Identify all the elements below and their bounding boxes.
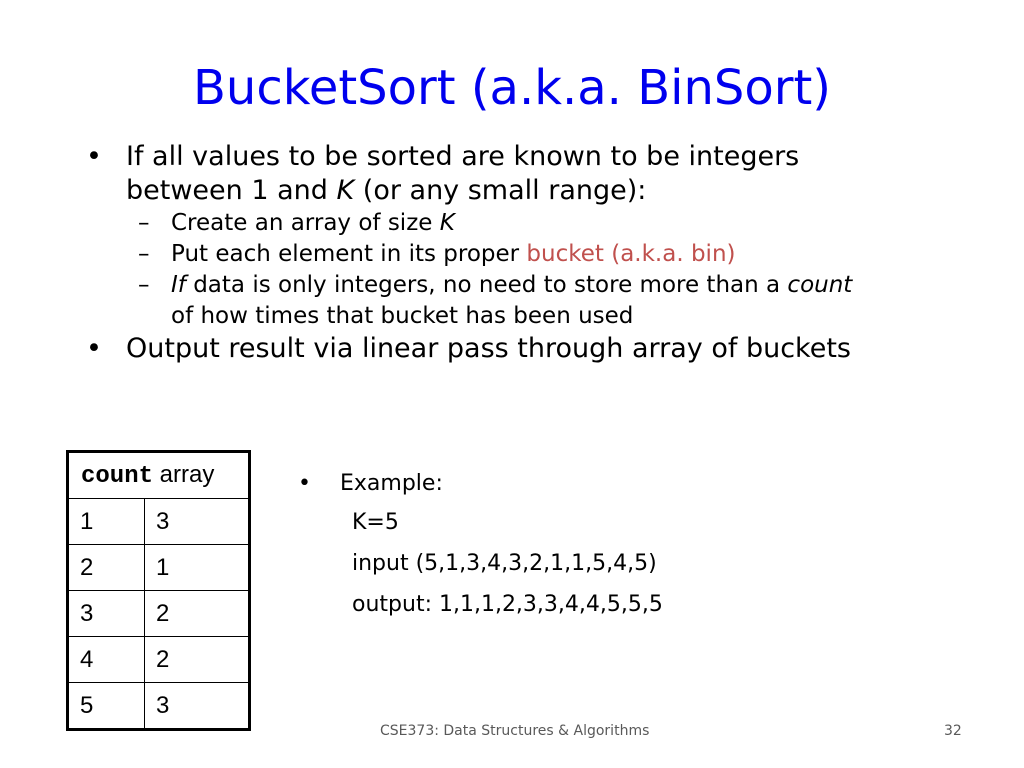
table-header <box>68 452 250 499</box>
sub1-text: Create an array of size <box>171 210 440 236</box>
bullet-list <box>86 140 966 366</box>
page-number: 32 <box>944 723 962 739</box>
table-row <box>68 683 250 730</box>
sub1-k: K <box>439 210 455 236</box>
sub3-count: count <box>787 272 853 298</box>
example-k: K=5 <box>352 510 399 535</box>
sub2-text: Put each element in its proper <box>171 241 527 267</box>
sub-bullet-text <box>171 270 852 332</box>
table-cell-value: 3 <box>145 499 250 545</box>
bullet-dot: • <box>86 333 102 364</box>
sub3-line-2: of how times that bucket has been used <box>171 303 634 329</box>
table-cell-value: 3 <box>145 683 250 730</box>
example-label: Example: <box>340 471 443 496</box>
bullet-line-1: If all values to be sorted are known to be integers <box>126 141 800 172</box>
example-input: input (5,1,3,4,3,2,1,1,5,4,5) <box>352 551 657 576</box>
table-header-row <box>68 452 250 499</box>
bullet-k: K <box>336 175 355 206</box>
table-header-text: array <box>153 461 215 488</box>
table-cell-value: 2 <box>145 591 250 637</box>
slide-footer: CSE373: Data Structures & Algorithms <box>380 723 650 739</box>
sub-bullet-text <box>171 239 736 270</box>
bullet-text: Output result via linear pass through array of buckets <box>126 333 851 364</box>
bullet-dot: • <box>86 141 102 172</box>
dash-marker: – <box>138 272 150 298</box>
bullet-output <box>86 332 966 366</box>
table-cell-key: 3 <box>68 591 145 637</box>
sub-bullet-count <box>138 270 966 332</box>
example-bullet <box>298 466 663 502</box>
bullet-text <box>126 140 799 208</box>
table-cell-key: 4 <box>68 637 145 683</box>
count-array-table <box>66 450 251 731</box>
table-cell-key: 5 <box>68 683 145 730</box>
table-header-code: count <box>81 463 154 490</box>
dash-marker: – <box>138 241 150 267</box>
table-row <box>68 499 250 545</box>
sub-bullet-text <box>171 208 455 239</box>
bullet-integers <box>86 140 966 208</box>
table-row <box>68 637 250 683</box>
table-cell-key: 2 <box>68 545 145 591</box>
sub3-text: data is only integers, no need to store more than a <box>185 272 788 298</box>
sub2-highlight: bucket (a.k.a. bin) <box>526 241 736 267</box>
bullet-line-2b: (or any small range): <box>354 175 647 206</box>
slide-title: BucketSort (a.k.a. BinSort) <box>192 60 831 116</box>
table-cell-key: 1 <box>68 499 145 545</box>
table-cell-value: 1 <box>145 545 250 591</box>
bullet-dot: • <box>298 471 311 496</box>
sub-bullet-bucket <box>138 239 966 270</box>
table-row <box>68 591 250 637</box>
example-block <box>298 466 663 625</box>
bullet-line-2a: between 1 and <box>126 175 337 206</box>
sub3-if: If <box>171 272 186 298</box>
example-output: output: 1,1,1,2,3,3,4,4,5,5,5 <box>352 592 663 617</box>
dash-marker: – <box>138 210 150 236</box>
sub-bullet-array <box>138 208 966 239</box>
table-cell-value: 2 <box>145 637 250 683</box>
table-row <box>68 545 250 591</box>
